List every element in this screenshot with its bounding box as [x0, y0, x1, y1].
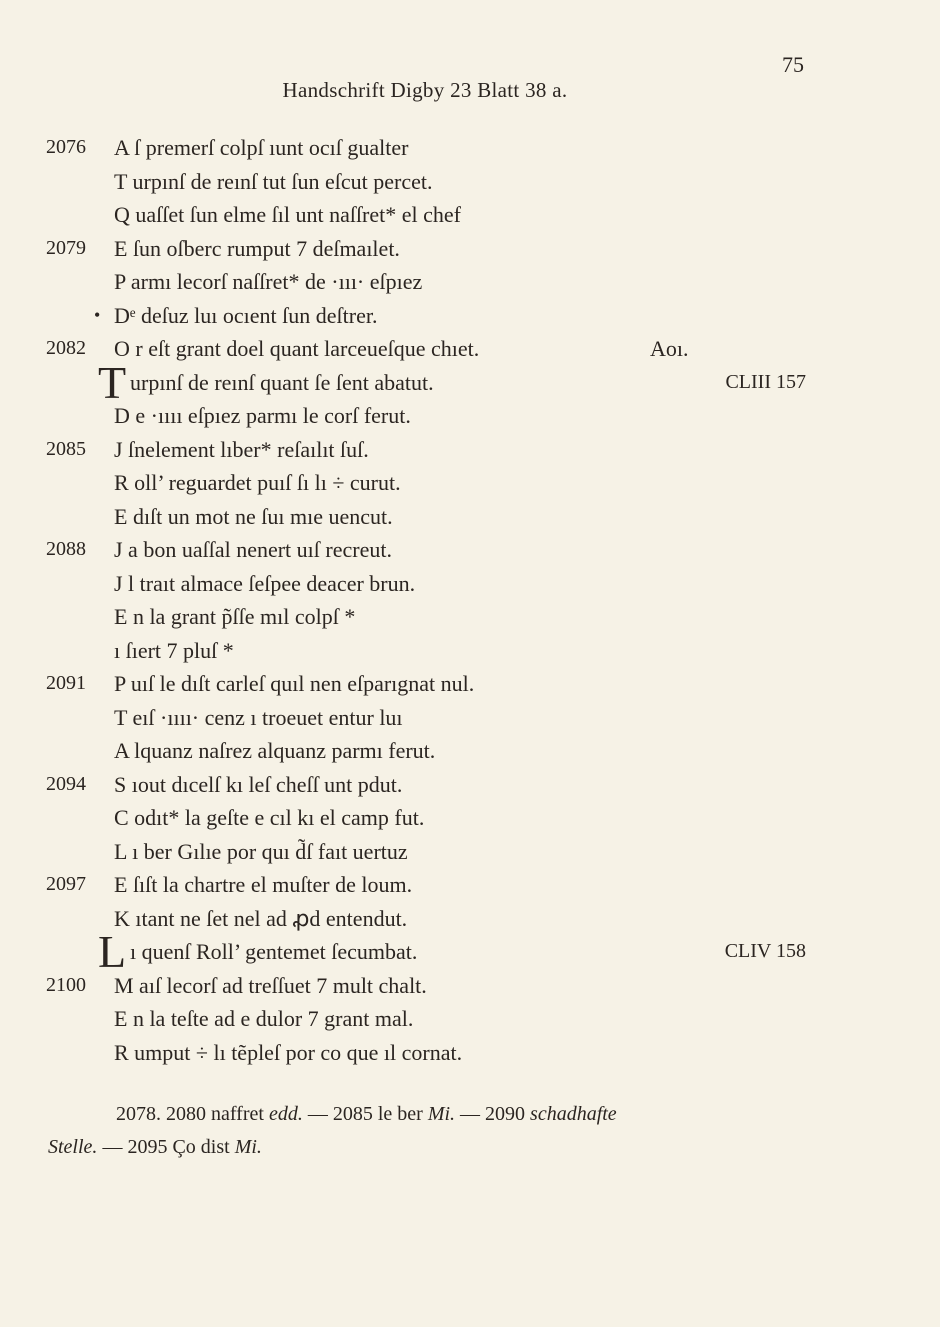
verse-line — [0, 1036, 940, 1069]
verse-line — [0, 265, 940, 298]
verse-line — [0, 500, 940, 533]
verse-text: E ſun oſberc rumput 7 deſmaılet. — [114, 235, 400, 261]
verse-number: 2091 — [46, 672, 86, 694]
verse-number: 2088 — [46, 538, 86, 560]
verse-line — [0, 801, 940, 834]
verse-line — [0, 768, 940, 801]
footnote-line — [48, 1131, 808, 1164]
footnote-editor: Mi. — [234, 1136, 262, 1158]
page-number: 75 — [782, 52, 804, 77]
verse-text: E n la grant p̃ſſe mıl colpſ * — [114, 604, 356, 629]
verse-text: E n la teſte ad e dulor 7 grant mal. — [114, 1006, 414, 1031]
verse-text: J l traıt almace ſeſpee deacer brun. — [114, 570, 416, 596]
verse-line — [0, 198, 940, 231]
drop-initial: T — [98, 356, 127, 408]
verse-line — [0, 356, 940, 408]
verse-line — [0, 701, 940, 734]
footnote-editor: Mi. — [427, 1103, 456, 1125]
verse-line — [0, 433, 940, 466]
footnote-text: — 2085 le ber — [302, 1103, 428, 1125]
verse-line — [0, 466, 940, 499]
running-head: Handschrift Digby 23 Blatt 38 a. — [282, 78, 568, 102]
verse-text: E dıſt un mot ne ſuı mıe uencut. — [114, 503, 393, 529]
verse-number: 2076 — [46, 136, 86, 158]
verse-line — [0, 926, 940, 977]
margin-mark: • — [94, 304, 101, 325]
verse-line — [0, 969, 940, 1002]
verse-text: Dᵉ deſuz luı ocıent ſun deſtrer. — [114, 302, 378, 328]
verse-text: T urpınſ de reınſ tut ſun eſcut percet. — [114, 168, 433, 194]
verse-line — [0, 868, 940, 901]
verse-text: ı ſıert 7 pluſ * — [114, 637, 234, 663]
verse-text: J a bon uaſſal nenert uıſ recreut. — [114, 537, 392, 562]
verse-text: P armı lecorſ naſſret* de ·ııı· eſpıez — [114, 269, 423, 294]
footnote-text: 2078. 2080 naffret — [116, 1103, 269, 1125]
verse-text: R oll’ reguardet puıſ ſı lı ÷ curut. — [114, 470, 401, 495]
footnote-editor: Stelle. — [48, 1136, 98, 1158]
verse-text: A lquanz naſrez alquanz parmı ferut. — [114, 738, 436, 763]
verse-text: O r eſt grant doel quant larceueſque chıet. — [114, 336, 480, 361]
verse-line — [0, 399, 940, 432]
verse-number: 2085 — [46, 437, 86, 460]
footnotes — [48, 1098, 808, 1164]
verse-number: 2079 — [46, 236, 86, 259]
verse-text: S ıout dıcelſ kı leſ cheſſ unt pdut. — [114, 771, 403, 797]
drop-initial: L — [98, 926, 127, 977]
verse-line — [0, 600, 940, 633]
verse-text: L ı ber Gılıe por quı d̃ſ faıt uertuz — [114, 838, 408, 864]
footnote-text: — 2095 Ço dist — [97, 1136, 235, 1158]
verse-number: 2082 — [46, 337, 86, 359]
laisse-number: CLIII 157 — [725, 370, 806, 393]
verse-text: T eıſ ·ıııı· cenz ı troeuet entur luı — [114, 704, 403, 730]
verse-text: urpınſ de reınſ quant ſe ſent abatut. — [130, 369, 434, 395]
verse-text: ı quenſ Roll’ gentemet ſecumbat. — [130, 939, 418, 964]
verse-line — [0, 332, 940, 365]
verse-line — [0, 835, 940, 868]
verse-text: P uıſ le dıſt carleſ quıl nen eſparıgnat nul. — [114, 671, 475, 696]
verse-line — [0, 667, 940, 700]
laisse-number: CLIV 158 — [724, 940, 806, 962]
verse-line — [0, 232, 940, 265]
footnote-editor: edd. — [268, 1103, 303, 1125]
verse-text: K ıtant ne ſet nel ad ꝓd entendut. — [114, 905, 408, 931]
verse-line — [0, 131, 940, 164]
verse-line — [0, 165, 940, 198]
verse-text: Q uaſſet ſun elme ſıl unt naſſret* el chef — [114, 202, 461, 227]
verse-line — [0, 734, 940, 767]
verse-text: E ſıſt la chartre el muſter de loum. — [114, 872, 413, 897]
verse-line — [0, 299, 940, 332]
footnote-line — [48, 1098, 808, 1131]
verse-text: R umput ÷ lı tẽpleſ por co que ıl cornat. — [114, 1039, 463, 1065]
verse-text: A ſ premerſ colpſ ıunt ocıſ gualter — [114, 135, 409, 160]
verse-text: M aıſ lecorſ ad treſſuet 7 mult chalt. — [114, 972, 427, 998]
verse-text: D e ·ıııı eſpıez parmı le corſ ferut. — [114, 403, 411, 428]
footnote-text: — 2090 — [455, 1103, 531, 1125]
verse-line — [0, 634, 940, 667]
verse-line — [0, 567, 940, 600]
verse-text: C odıt* la geſte e cıl kı el camp fut. — [114, 805, 425, 830]
footnote-editor: schadhafte — [530, 1103, 617, 1125]
verse-line — [0, 1002, 940, 1035]
verse-line — [0, 902, 940, 935]
verse-line — [0, 533, 940, 566]
aoi-refrain: Aoı. — [650, 336, 689, 361]
verse-number: 2094 — [46, 772, 86, 795]
verse-number: 2097 — [46, 873, 86, 895]
verse-text: J ſnelement lıber* reſaılıt ſuſ. — [114, 436, 369, 462]
verse-number: 2100 — [46, 973, 86, 996]
